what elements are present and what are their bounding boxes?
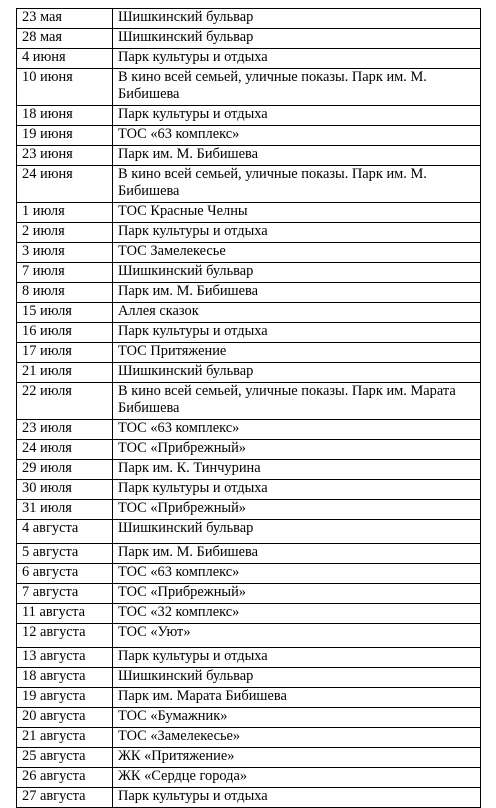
- table-row: [17, 263, 481, 283]
- place-cell: Парк культуры и отдыха: [113, 788, 481, 808]
- schedule-table-body: [17, 9, 481, 808]
- place-cell: ТОС «Уют»: [113, 624, 481, 648]
- place-cell: Шишкинский бульвар: [113, 520, 481, 544]
- place-cell: ТОС «63 комплекс»: [113, 420, 481, 440]
- place-cell: ТОС «Прибрежный»: [113, 500, 481, 520]
- date-cell: 28 мая: [17, 29, 113, 49]
- table-row: [17, 768, 481, 788]
- date-cell: 16 июля: [17, 323, 113, 343]
- table-row: [17, 748, 481, 768]
- place-cell: Парк культуры и отдыха: [113, 480, 481, 500]
- table-row: [17, 584, 481, 604]
- table-row: [17, 544, 481, 564]
- place-cell: ЖК «Сердце города»: [113, 768, 481, 788]
- date-cell: 19 августа: [17, 688, 113, 708]
- schedule-table: [16, 8, 481, 808]
- place-cell: ТОС «Замелекесье»: [113, 728, 481, 748]
- date-cell: 30 июля: [17, 480, 113, 500]
- date-cell: 21 июля: [17, 363, 113, 383]
- date-cell: 7 июля: [17, 263, 113, 283]
- table-row: [17, 126, 481, 146]
- place-cell: Парк им. М. Бибишева: [113, 146, 481, 166]
- place-cell: Шишкинский бульвар: [113, 363, 481, 383]
- table-row: [17, 440, 481, 460]
- table-row: [17, 480, 481, 500]
- date-cell: 23 июня: [17, 146, 113, 166]
- place-cell: Парк им. К. Тинчурина: [113, 460, 481, 480]
- place-cell: В кино всей семьей, уличные показы. Парк им. М. Бибишева: [113, 69, 481, 106]
- table-row: [17, 688, 481, 708]
- place-cell: ТОС «Прибрежный»: [113, 584, 481, 604]
- date-cell: 10 июня: [17, 69, 113, 106]
- date-cell: 26 августа: [17, 768, 113, 788]
- date-cell: 19 июня: [17, 126, 113, 146]
- place-cell: В кино всей семьей, уличные показы. Парк им. М. Бибишева: [113, 166, 481, 203]
- date-cell: 7 августа: [17, 584, 113, 604]
- table-row: [17, 106, 481, 126]
- place-cell: Парк им. М. Бибишева: [113, 283, 481, 303]
- place-cell: ТОС Замелекесье: [113, 243, 481, 263]
- date-cell: 24 июня: [17, 166, 113, 203]
- date-cell: 27 августа: [17, 788, 113, 808]
- table-row: [17, 500, 481, 520]
- place-cell: Парк культуры и отдыха: [113, 648, 481, 668]
- table-row: [17, 728, 481, 748]
- table-row: [17, 420, 481, 440]
- date-cell: 20 августа: [17, 708, 113, 728]
- table-row: [17, 243, 481, 263]
- table-row: [17, 203, 481, 223]
- table-row: [17, 648, 481, 668]
- place-cell: Парк культуры и отдыха: [113, 106, 481, 126]
- place-cell: Аллея сказок: [113, 303, 481, 323]
- table-row: [17, 49, 481, 69]
- place-cell: Парк им. Марата Бибишева: [113, 688, 481, 708]
- table-row: [17, 323, 481, 343]
- place-cell: ТОС Притяжение: [113, 343, 481, 363]
- table-row: [17, 460, 481, 480]
- date-cell: 17 июля: [17, 343, 113, 363]
- table-row: [17, 29, 481, 49]
- place-cell: ТОС «32 комплекс»: [113, 604, 481, 624]
- table-row: [17, 363, 481, 383]
- table-row: [17, 383, 481, 420]
- date-cell: 23 мая: [17, 9, 113, 29]
- place-cell: ТОС «Бумажник»: [113, 708, 481, 728]
- date-cell: 1 июля: [17, 203, 113, 223]
- date-cell: 23 июля: [17, 420, 113, 440]
- table-row: [17, 343, 481, 363]
- date-cell: 18 августа: [17, 668, 113, 688]
- date-cell: 21 августа: [17, 728, 113, 748]
- date-cell: 22 июля: [17, 383, 113, 420]
- place-cell: ТОС «Прибрежный»: [113, 440, 481, 460]
- date-cell: 15 июля: [17, 303, 113, 323]
- date-cell: 18 июня: [17, 106, 113, 126]
- table-row: [17, 9, 481, 29]
- date-cell: 8 июля: [17, 283, 113, 303]
- place-cell: ТОС Красные Челны: [113, 203, 481, 223]
- date-cell: 12 августа: [17, 624, 113, 648]
- date-cell: 2 июля: [17, 223, 113, 243]
- place-cell: ЖК «Притяжение»: [113, 748, 481, 768]
- date-cell: 31 июля: [17, 500, 113, 520]
- place-cell: Парк им. М. Бибишева: [113, 544, 481, 564]
- table-row: [17, 166, 481, 203]
- table-row: [17, 146, 481, 166]
- date-cell: 11 августа: [17, 604, 113, 624]
- date-cell: 6 августа: [17, 564, 113, 584]
- table-row: [17, 604, 481, 624]
- place-cell: Парк культуры и отдыха: [113, 223, 481, 243]
- table-row: [17, 708, 481, 728]
- date-cell: 5 августа: [17, 544, 113, 564]
- place-cell: Шишкинский бульвар: [113, 9, 481, 29]
- table-row: [17, 69, 481, 106]
- table-row: [17, 520, 481, 544]
- table-row: [17, 624, 481, 648]
- date-cell: 29 июля: [17, 460, 113, 480]
- place-cell: Шишкинский бульвар: [113, 263, 481, 283]
- date-cell: 4 июня: [17, 49, 113, 69]
- table-row: [17, 223, 481, 243]
- place-cell: Шишкинский бульвар: [113, 29, 481, 49]
- date-cell: 3 июля: [17, 243, 113, 263]
- date-cell: 4 августа: [17, 520, 113, 544]
- place-cell: Шишкинский бульвар: [113, 668, 481, 688]
- place-cell: Парк культуры и отдыха: [113, 49, 481, 69]
- date-cell: 24 июля: [17, 440, 113, 460]
- table-row: [17, 283, 481, 303]
- table-row: [17, 564, 481, 584]
- place-cell: ТОС «63 комплекс»: [113, 564, 481, 584]
- table-row: [17, 788, 481, 808]
- table-row: [17, 303, 481, 323]
- date-cell: 13 августа: [17, 648, 113, 668]
- place-cell: Парк культуры и отдыха: [113, 323, 481, 343]
- table-row: [17, 668, 481, 688]
- place-cell: ТОС «63 комплекс»: [113, 126, 481, 146]
- place-cell: В кино всей семьей, уличные показы. Парк им. Марата Бибишева: [113, 383, 481, 420]
- date-cell: 25 августа: [17, 748, 113, 768]
